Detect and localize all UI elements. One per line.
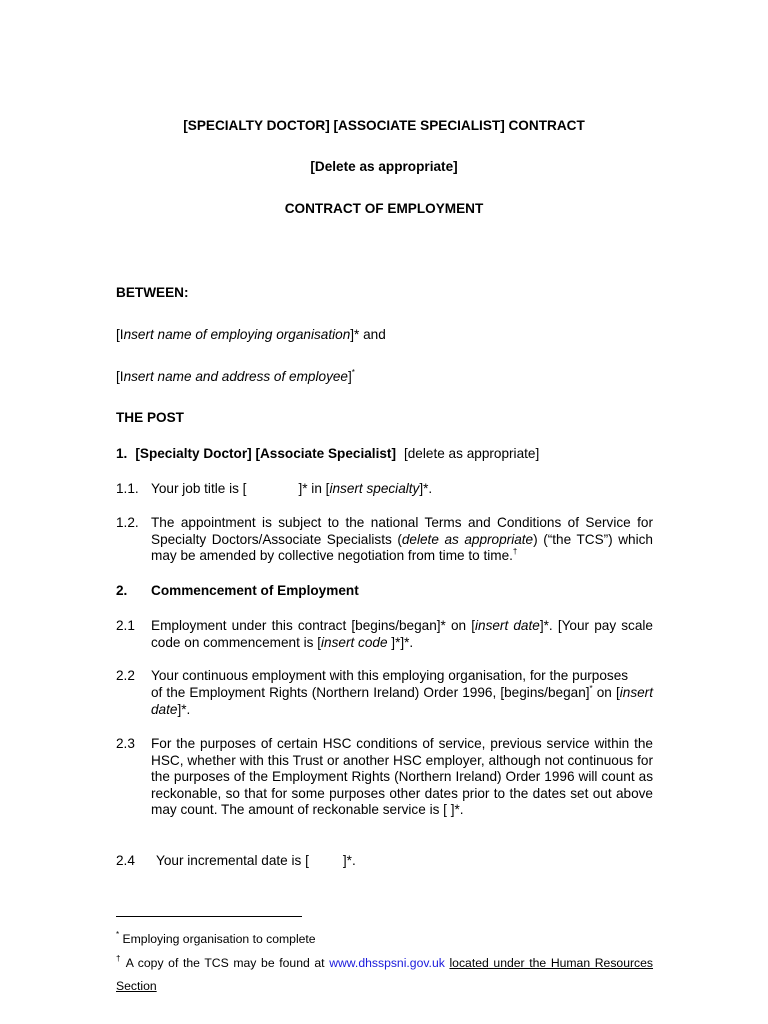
clause-2-2-part-b: on [ xyxy=(592,685,620,700)
clause-2-2-part-c: ]*. xyxy=(177,701,191,717)
clause-1-1-part-c: ]*. xyxy=(419,481,433,496)
clause-2-3-end: ]*. xyxy=(450,802,464,817)
footnote-2 xyxy=(116,952,653,998)
clause-2-2-date: insert date xyxy=(151,685,653,717)
clause-2-2-line-1: Your continuous employment with this employing organisation, for the purposes xyxy=(151,668,629,683)
clause-1-2-part-a: The appointment is subject to the national Terms and Conditions of Service for Specialty Doctors/Associate Specialists ( xyxy=(151,515,653,547)
clause-2-1-date: insert date xyxy=(475,618,540,633)
clause-1-1-specialty: insert specialty xyxy=(329,481,420,496)
employee-open: [I xyxy=(116,369,124,384)
clause-2-1-code: insert code xyxy=(321,634,388,650)
post-heading: THE POST xyxy=(116,410,184,425)
section-1-number: 1. xyxy=(116,446,128,461)
clause-1-2-italic: delete as appropriate xyxy=(401,531,534,547)
between-heading: BETWEEN: xyxy=(116,285,189,300)
clause-2-4-text xyxy=(156,853,356,870)
footnote-2-mark: † xyxy=(116,954,122,963)
clause-1-1-text xyxy=(151,481,653,498)
clause-2-4-number: 2.4 xyxy=(116,853,135,868)
clause-2-1-part-b: ]*. [Your pay scale code on commencement is [ xyxy=(151,618,653,650)
section-2-title: Commencement of Employment xyxy=(151,583,359,598)
clause-1-1-number: 1.1. xyxy=(116,481,139,496)
employer-open: [I xyxy=(116,327,124,342)
contract-subtitle: [Delete as appropriate] xyxy=(310,159,458,174)
clause-2-3-number: 2.3 xyxy=(116,736,135,751)
section-2-number: 2. xyxy=(116,583,128,598)
clause-2-2-text xyxy=(151,685,653,718)
employee-footnote-mark: * xyxy=(351,368,355,377)
clause-2-2-footnote-mark: * xyxy=(589,684,593,693)
clause-2-2-part-a: of the Employment Rights (Northern Ireland) Order 1996, [begins/began] xyxy=(151,685,590,700)
employer-close: ]* and xyxy=(350,327,386,342)
footnote-2-location: located under the Human Resources Section xyxy=(116,956,654,993)
clause-2-1-number: 2.1 xyxy=(116,618,135,633)
clause-1-2-text xyxy=(151,515,653,565)
clause-2-3-body: For the purposes of certain HSC conditions of service, previous service within the HSC, whether with this Trust or another HSC employer, although not continuous for the purposes of the Employment Rights (Northern Ireland) Order 1996 will count as reckonable, so that for some purposes other dates prior to the dates set out above may count. The amount of reckonable service is [ xyxy=(151,736,653,817)
footnote-1 xyxy=(116,928,653,951)
section-1-heading xyxy=(116,446,539,463)
section-1-note: [delete as appropriate] xyxy=(403,446,540,461)
clause-2-2-number: 2.2 xyxy=(116,668,135,683)
employee-line xyxy=(116,369,355,386)
document-title: CONTRACT OF EMPLOYMENT xyxy=(284,201,484,216)
dhsspsni-link[interactable]: www.dhsspsni.gov.uk xyxy=(329,956,445,970)
clause-2-1-text xyxy=(151,618,653,651)
clause-1-1-part-b: ]* in [ xyxy=(298,481,330,496)
clause-2-4-part-b: ]*. xyxy=(342,853,356,868)
clause-2-3-text xyxy=(151,736,653,819)
clause-2-1-part-c: ]*]*. xyxy=(387,634,414,650)
footnote-2-text: A copy of the TCS may be found at xyxy=(121,956,330,970)
clause-1-1-part-a: Your job title is [ xyxy=(151,481,247,496)
section-1-title: [Specialty Doctor] [Associate Specialist] xyxy=(135,446,396,461)
clause-1-2-number: 1.2. xyxy=(116,515,139,530)
employer-placeholder: nsert name of employing organisation xyxy=(123,327,351,342)
employee-placeholder: nsert name and address of employee xyxy=(123,369,348,384)
clause-2-1-part-a: Employment under this contract [begins/began]* on [ xyxy=(151,618,475,633)
footnote-1-text: Employing organisation to complete xyxy=(119,932,316,946)
contract-title: [SPECIALTY DOCTOR] [ASSOCIATE SPECIALIST] CONTRACT xyxy=(183,118,585,133)
clause-1-2-footnote-mark: † xyxy=(512,547,518,556)
clause-1-2-part-b: ) (“the TCS”) which may be amended by collective negotiation from time to time. xyxy=(151,531,653,563)
employer-line xyxy=(116,327,386,344)
employee-close: ] xyxy=(348,369,352,384)
clause-2-4-part-a: Your incremental date is [ xyxy=(156,853,309,868)
footnote-separator xyxy=(116,916,302,917)
footnote-1-mark: * xyxy=(116,930,120,939)
